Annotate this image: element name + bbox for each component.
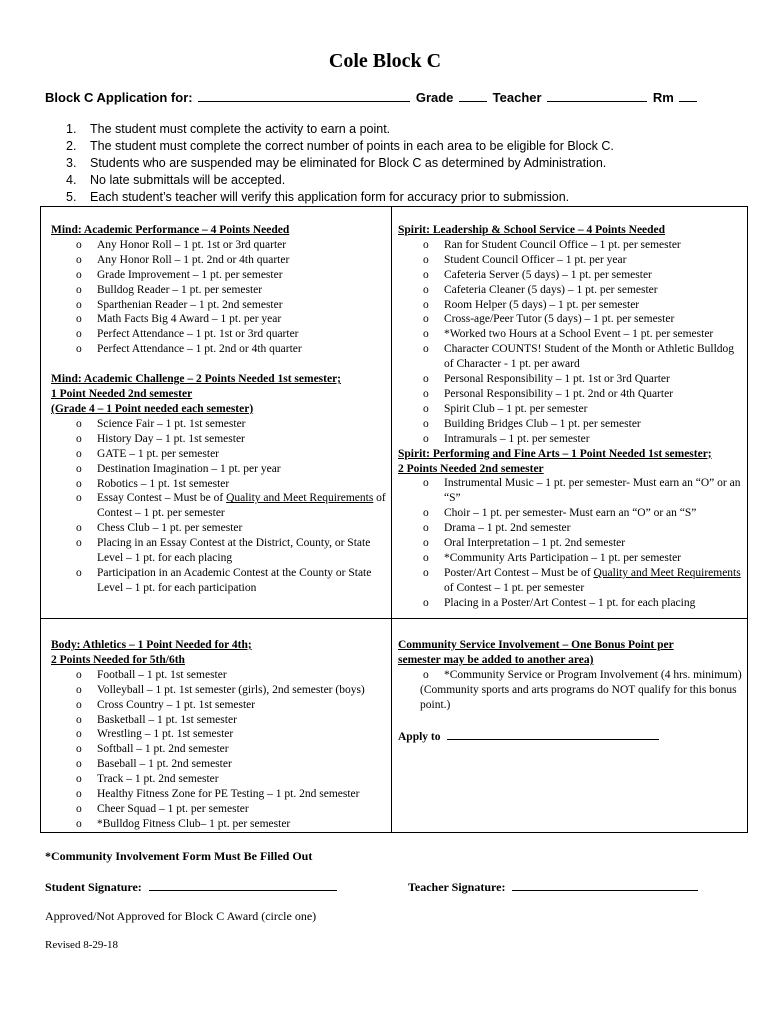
list-item: o Track – 1 pt. 2nd semester (51, 772, 387, 787)
list-item: o Grade Improvement – 1 pt. per semester (51, 268, 387, 283)
teacher-signature-field[interactable] (512, 879, 698, 891)
list-item: o Bulldog Reader – 1 pt. per semester (51, 283, 387, 298)
list-item: o Any Honor Roll – 1 pt. 2nd or 4th quarter (51, 253, 387, 268)
spirit-arts-heading-1: Spirit: Performing and Fine Arts – 1 Point Needed 1st semester; (398, 447, 712, 460)
student-signature-field[interactable] (149, 879, 337, 891)
list-item: o Cafeteria Server (5 days) – 1 pt. per semester (398, 268, 746, 283)
spirit-arts-list (398, 476, 746, 610)
mind-challenge-list (51, 417, 387, 596)
list-item: o Cheer Squad – 1 pt. per semester (51, 802, 387, 817)
list-item: o Placing in an Essay Contest at the District, County, or State Level – 1 pt. for each placing (51, 536, 387, 566)
rule-item: 2. The student must complete the correct number of points in each area to be eligible for Block C. (66, 139, 614, 153)
student-signature-label: Student Signature: (45, 880, 142, 894)
community-form-note: *Community Involvement Form Must Be Filled Out (45, 849, 313, 863)
list-item: o Poster/Art Contest – Must be of Quality and Meet Requirements of Contest – 1 pt. per semester (398, 566, 746, 596)
grade-label: Grade (415, 90, 454, 105)
spirit-leadership-list (398, 238, 746, 447)
list-item: o *Bulldog Fitness Club– 1 pt. per semester (51, 817, 387, 832)
list-item: o GATE – 1 pt. per semester (51, 447, 387, 462)
body-list (51, 668, 387, 832)
list-item: o Building Bridges Club – 1 pt. per semester (398, 417, 746, 432)
rm-label: Rm (652, 90, 674, 105)
spirit-section (398, 223, 746, 611)
mind-challenge-heading-3: (Grade 4 – 1 Point needed each semester) (51, 402, 254, 415)
list-item: o History Day – 1 pt. 1st semester (51, 432, 387, 447)
apply-to-field[interactable] (447, 728, 659, 740)
list-item: o Football – 1 pt. 1st semester (51, 668, 387, 683)
teacher-label: Teacher (492, 90, 542, 105)
mind-section (51, 223, 387, 596)
list-item: o Choir – 1 pt. per semester- Must earn an “O” or an “S” (398, 506, 746, 521)
list-item: o Character COUNTS! Student of the Month or Athletic Bulldog of Character - 1 pt. per award (398, 342, 746, 372)
application-name-field[interactable] (198, 89, 410, 102)
body-heading-1: Body: Athletics – 1 Point Needed for 4th; (51, 639, 252, 651)
list-item: o Volleyball – 1 pt. 1st semester (girls), 2nd semester (boys) (51, 683, 387, 698)
body-section (51, 638, 387, 832)
list-item: o Perfect Attendance – 1 pt. 2nd or 4th quarter (51, 342, 387, 357)
teacher-field[interactable] (547, 89, 647, 102)
mind-challenge-heading-1: Mind: Academic Challenge – 2 Points Needed 1st semester; (51, 373, 342, 386)
rules-list (66, 121, 614, 206)
spirit-leadership-heading: Spirit: Leadership & School Service – 4 Points Needed (398, 224, 666, 236)
grid-divider-vertical (391, 207, 392, 832)
community-note: (Community sports and arts programs do NOT qualify for this bonus point.) (420, 683, 737, 711)
list-item: o Drama – 1 pt. 2nd semester (398, 521, 746, 536)
application-label: Block C Application for: (45, 90, 193, 105)
list-item: o Robotics – 1 pt. 1st semester (51, 477, 387, 492)
grade-field[interactable] (459, 89, 487, 102)
approval-line[interactable]: Approved/Not Approved for Block C Award (circle one) (45, 909, 317, 923)
list-item: o Sparthenian Reader – 1 pt. 2nd semester (51, 298, 387, 313)
application-line (45, 89, 699, 105)
apply-to-label: Apply to (398, 730, 441, 743)
page-title: Cole Block C (328, 50, 442, 72)
mind-performance-heading: Mind: Academic Performance – 4 Points Needed (51, 224, 290, 236)
list-item: o Room Helper (5 days) – 1 pt. per semester (398, 298, 746, 313)
list-item: o Softball – 1 pt. 2nd semester (51, 742, 387, 757)
list-item: o Wrestling – 1 pt. 1st semester (51, 727, 387, 742)
rule-item: 5. Each student’s teacher will verify this application form for accuracy prior to submission. (66, 190, 570, 204)
list-item: o Instrumental Music – 1 pt. per semester- Must earn an “O” or an “S” (398, 476, 746, 506)
list-item: o Math Facts Big 4 Award – 1 pt. per year (51, 312, 387, 327)
community-heading-1: Community Service Involvement – One Bonus Point per (398, 639, 674, 651)
list-item: o Perfect Attendance – 1 pt. 1st or 3rd quarter (51, 327, 387, 342)
list-item: o *Community Arts Participation – 1 pt. per semester (398, 551, 746, 566)
rule-item: 3. Students who are suspended may be eliminated for Block C as determined by Administration. (66, 156, 607, 170)
teacher-signature-label: Teacher Signature: (408, 880, 506, 894)
list-item: o Baseball – 1 pt. 2nd semester (51, 757, 387, 772)
list-item: o Participation in an Academic Contest at the County or State Level – 1 pt. for each participation (51, 566, 387, 596)
rule-item: 1. The student must complete the activity to earn a point. (66, 122, 391, 136)
list-item: o Spirit Club – 1 pt. per semester (398, 402, 746, 417)
list-item: o Personal Responsibility – 1 pt. 1st or 3rd Quarter (398, 372, 746, 387)
list-item: o Destination Imagination – 1 pt. per year (51, 462, 387, 477)
community-list (398, 668, 746, 683)
list-item: o Healthy Fitness Zone for PE Testing – 1 pt. 2nd semester (51, 787, 387, 802)
list-item: o Basketball – 1 pt. 1st semester (51, 713, 387, 728)
list-item: o Oral Interpretation – 1 pt. 2nd semester (398, 536, 746, 551)
list-item: o Cafeteria Cleaner (5 days) – 1 pt. per semester (398, 283, 746, 298)
list-item: o Student Council Officer – 1 pt. per year (398, 253, 746, 268)
revision-date: Revised 8-29-18 (45, 939, 119, 951)
list-item: o Ran for Student Council Office – 1 pt. per semester (398, 238, 746, 253)
spirit-arts-heading-2: 2 Points Needed 2nd semester (398, 462, 544, 475)
rm-field[interactable] (679, 89, 697, 102)
list-item: o *Worked two Hours at a School Event – 1 pt. per semester (398, 327, 746, 342)
list-item: o Personal Responsibility – 1 pt. 2nd or 4th Quarter (398, 387, 746, 402)
list-item: o *Community Service or Program Involvement (4 hrs. minimum) (398, 668, 746, 683)
body-heading-2: 2 Points Needed for 5th/6th (51, 653, 185, 666)
list-item: o Chess Club – 1 pt. per semester (51, 521, 387, 536)
list-item: o Intramurals – 1 pt. per semester (398, 432, 746, 447)
requirements-grid (40, 206, 748, 833)
grid-divider-horizontal (41, 618, 747, 619)
rule-item: 4. No late submittals will be accepted. (66, 173, 286, 187)
list-item: o Science Fair – 1 pt. 1st semester (51, 417, 387, 432)
list-item: o Essay Contest – Must be of Quality and Meet Requirements of Contest – 1 pt. per semester (51, 491, 387, 521)
list-item: o Any Honor Roll – 1 pt. 1st or 3rd quarter (51, 238, 387, 253)
list-item: o Cross Country – 1 pt. 1st semester (51, 698, 387, 713)
mind-challenge-heading-2: 1 Point Needed 2nd semester (51, 388, 193, 401)
teacher-signature-line (408, 879, 698, 895)
list-item: o Placing in a Poster/Art Contest – 1 pt. for each placing (398, 596, 746, 611)
mind-performance-list (51, 238, 387, 357)
community-heading-2: semester may be added to another area) (398, 653, 594, 666)
apply-to-line (398, 728, 746, 745)
student-signature-line (45, 879, 337, 895)
community-section (398, 638, 746, 744)
list-item: o Cross-age/Peer Tutor (5 days) – 1 pt. per semester (398, 312, 746, 327)
